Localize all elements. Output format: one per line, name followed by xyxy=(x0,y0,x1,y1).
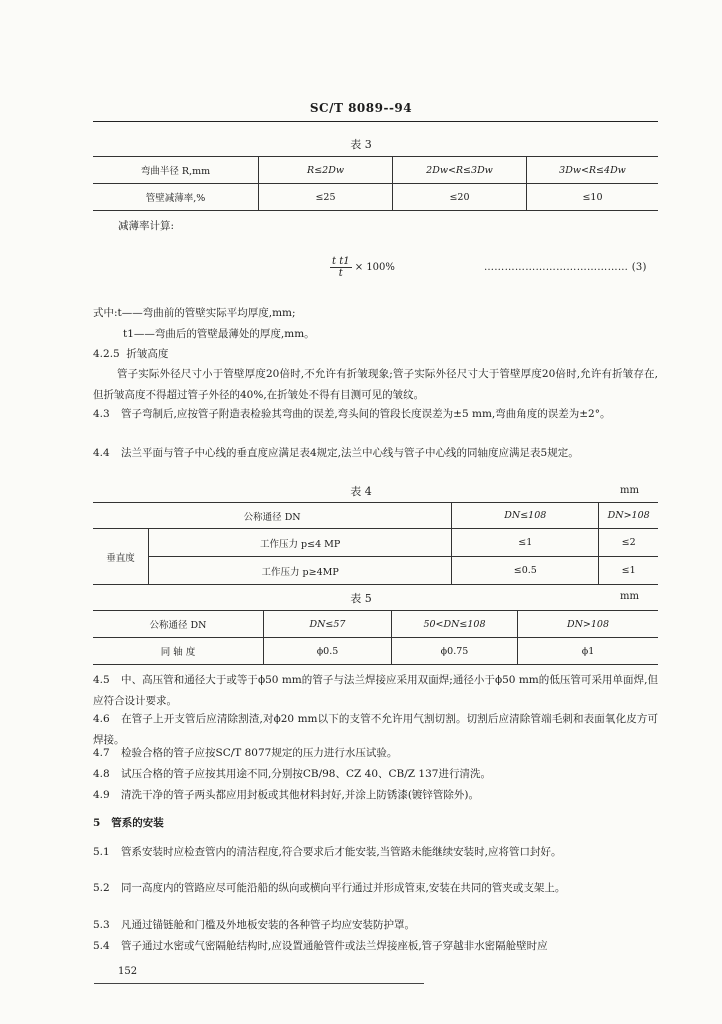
clause-number: 4.3 xyxy=(93,408,110,420)
formula-numerator: t t1 xyxy=(332,256,350,267)
clause-text: 检验合格的管子应按SC/T 8077规定的压力进行水压试验。 xyxy=(121,747,398,759)
clause-text: 中、高压管和通径大于或等于ϕ50 mm的管子与法兰焊接应采用双面焊;通径小于ϕ50 mm的低压管可采用单面焊,但应符合设计要求。 xyxy=(93,674,658,707)
clause-4-2-5-heading xyxy=(93,346,168,361)
clause-4-7 xyxy=(93,743,658,764)
table4-title: 表 4 xyxy=(350,485,372,498)
clause-text: 凡通过锚链舱和门槛及外地板安装的各种管子均应安装防护罩。 xyxy=(121,919,415,931)
clause-number: 5.3 xyxy=(93,919,110,931)
clause-4-4 xyxy=(93,443,658,464)
table5-header-cell: 公称通径 DN xyxy=(93,611,264,638)
formula-tail: × 100% xyxy=(354,262,395,273)
table4-cell: 工作压力 p≤4 MP xyxy=(149,529,452,557)
clause-number: 5.1 xyxy=(93,846,110,858)
clause-text: 在管子上开支管后应清除割渣,对ϕ20 mm以下的支管不允许用气割切割。切割后应清除管端毛刺和表面氧化皮方可焊接。 xyxy=(93,713,658,746)
table3-cell: ≤25 xyxy=(259,184,393,211)
table5-cell: ϕ0.5 xyxy=(264,638,392,665)
section-number: 5 xyxy=(93,817,101,829)
table3-header-cell: 管壁减薄率,% xyxy=(93,184,259,211)
clause-5-3 xyxy=(93,915,658,936)
clause-4-9 xyxy=(93,785,658,806)
clause-4-5 xyxy=(93,670,658,712)
clause-text: 管子通过水密或气密隔舱结构时,应设置通舱管件或法兰焊接座板,管子穿越非水密隔舱壁时应 xyxy=(121,940,548,952)
footer-rule xyxy=(94,983,424,984)
table5-header-cell: DN>108 xyxy=(518,611,659,638)
formula-expression xyxy=(330,256,395,279)
table5-row xyxy=(93,638,658,665)
formula-denominator: t xyxy=(338,268,343,279)
clause-number: 4.9 xyxy=(93,789,110,801)
table4-header-cell: DN≤108 xyxy=(452,503,599,529)
table4-row xyxy=(93,557,658,585)
equation-number: (3) xyxy=(631,262,647,273)
table4-header-cell: 公称通径 DN xyxy=(93,503,452,529)
table3-cell: R≤2Dw xyxy=(259,157,393,184)
table4-group-label: 垂直度 xyxy=(93,529,149,585)
clause-number: 5.2 xyxy=(93,882,110,894)
clause-number: 5.4 xyxy=(93,940,110,952)
table3-row xyxy=(93,157,658,184)
table4-header-row xyxy=(93,503,658,529)
clause-5-1 xyxy=(93,842,658,863)
formula-fraction xyxy=(330,256,352,279)
equation-dots: …………………………………… xyxy=(484,262,629,273)
clause-5-2 xyxy=(93,878,658,899)
table5-header-cell: DN≤57 xyxy=(264,611,392,638)
table5-cell: ϕ0.75 xyxy=(392,638,518,665)
section-title: 管系的安装 xyxy=(111,817,164,829)
where-line-1: 式中:t——弯曲前的管壁实际平均厚度,mm; xyxy=(93,307,296,319)
table3-cell: ≤20 xyxy=(393,184,527,211)
page-header-code: SC/T 8089--94 xyxy=(309,101,413,115)
clause-4-8 xyxy=(93,764,658,785)
table4-cell: ≤1 xyxy=(452,529,599,557)
clause-4-3 xyxy=(93,404,658,425)
table3-header-cell: 弯曲半径 R,mm xyxy=(93,157,259,184)
table5-cell: 同 轴 度 xyxy=(93,638,264,665)
table3-cell: 3Dw<R≤4Dw xyxy=(527,157,659,184)
header-rule xyxy=(93,121,658,122)
table4-cell: ≤2 xyxy=(599,529,658,557)
clause-text: 法兰平面与管子中心线的垂直度应满足表4规定,法兰中心线与管子中心线的同轴度应满足表5规定。 xyxy=(121,447,579,459)
table3-title: 表 3 xyxy=(350,138,372,151)
clause-number: 4.4 xyxy=(93,447,110,459)
clause-number: 4.6 xyxy=(93,713,110,725)
clause-4-2-5-text: 管子实际外径尺寸小于管壁厚度20倍时,不允许有折皱现象;管子实际外径尺寸大于管壁厚度20倍时,允许有折皱存在,但折皱高度不得超过管子外径的40%,在折皱处不得有目测可见的皱纹。 xyxy=(93,368,658,401)
page-number: 152 xyxy=(118,966,138,977)
table5-cell: ϕ1 xyxy=(518,638,659,665)
where-line-2: t1——弯曲后的管壁最薄处的厚度,mm。 xyxy=(123,328,315,340)
section-5-heading xyxy=(93,815,164,830)
clause-text: 试压合格的管子应按其用途不同,分别按CB/98、CZ 40、CB/Z 137进行清洗。 xyxy=(121,768,491,780)
equation-number-line xyxy=(484,262,647,273)
clause-number: 4.7 xyxy=(93,747,110,759)
table4-cell: ≤1 xyxy=(599,557,658,585)
clause-number: 4.8 xyxy=(93,768,110,780)
clause-title: 折皱高度 xyxy=(126,348,169,360)
table5-title: 表 5 xyxy=(350,592,372,605)
table3-row xyxy=(93,184,658,211)
table4-row xyxy=(93,529,658,557)
table3 xyxy=(93,156,658,211)
table4-cell: ≤0.5 xyxy=(452,557,599,585)
clause-text: 管子弯制后,应按管子附造表检验其弯曲的误差,弯头间的管段长度误差为±5 mm,弯曲角度的误差为±2°。 xyxy=(121,408,611,420)
table4-cell: 工作压力 p≥4MP xyxy=(149,557,452,585)
table4-unit: mm xyxy=(620,485,639,496)
clause-text: 同一高度内的管路应尽可能沿船的纵向或横向平行通过并形成管束,安装在共同的管夹或支架上。 xyxy=(121,882,566,894)
table5 xyxy=(93,610,658,665)
table3-cell: ≤10 xyxy=(527,184,659,211)
table4-header-cell: DN>108 xyxy=(599,503,658,529)
clause-number: 4.5 xyxy=(93,674,110,686)
table4 xyxy=(93,502,658,585)
clause-text: 清洗干净的管子两头都应用封板或其他材料封好,并涂上防锈漆(镀锌管除外)。 xyxy=(121,789,480,801)
table5-header-cell: 50<DN≤108 xyxy=(392,611,518,638)
clause-5-4 xyxy=(93,936,658,957)
clause-text: 管系安装时应检查管内的清洁程度,符合要求后才能安装,当管路未能继续安装时,应将管口封好。 xyxy=(121,846,562,858)
table5-unit: mm xyxy=(620,591,639,602)
table3-cell: 2Dw<R≤3Dw xyxy=(393,157,527,184)
clause-number: 4.2.5 xyxy=(93,348,120,360)
formula-intro: 减薄率计算: xyxy=(118,220,175,232)
table5-header-row xyxy=(93,611,658,638)
